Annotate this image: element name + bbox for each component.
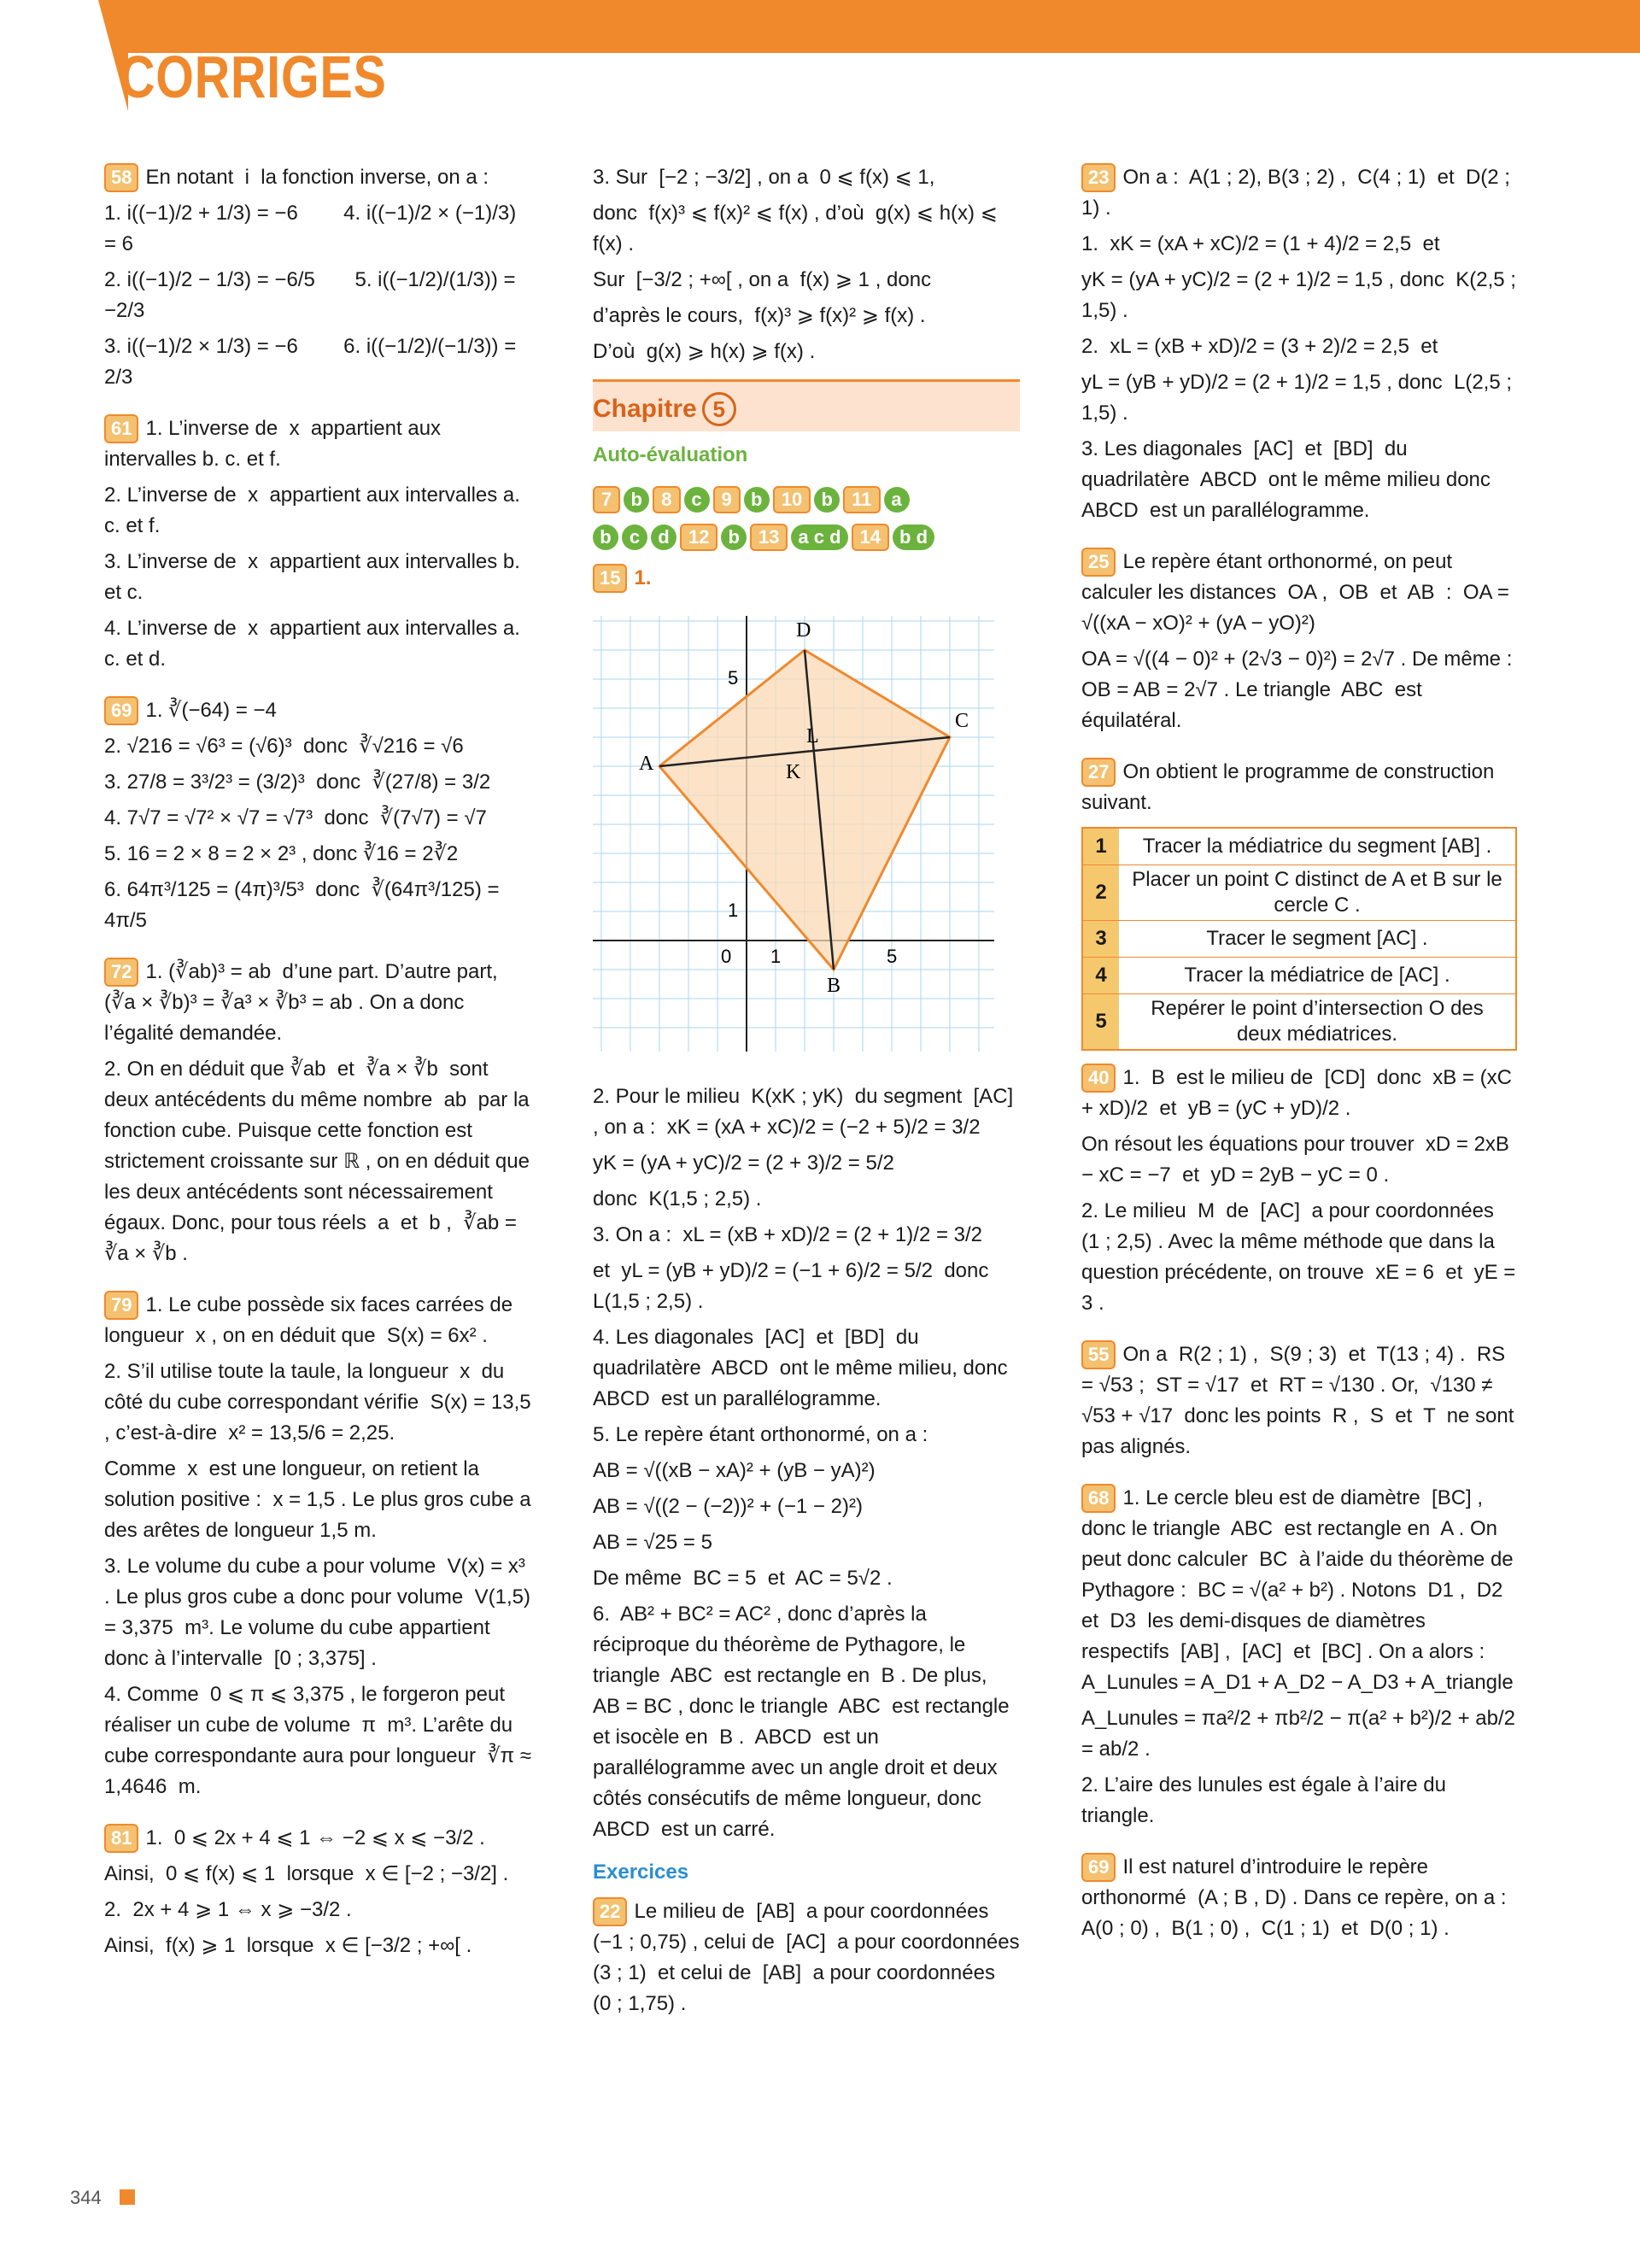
answer-text: 2. L’aire des lunules est égale à l’aire du triangle. bbox=[1081, 1773, 1452, 1827]
answer-line bbox=[593, 1184, 1020, 1215]
geometry-diagram bbox=[593, 599, 994, 1060]
answer-line bbox=[593, 337, 1020, 367]
answer-text: d’après le cours, f(x)³ ⩾ f(x)² ⩾ f(x) . bbox=[593, 304, 926, 327]
answer-text: 4. Les diagonales [AC] et [BD] du quadrilatère ABCD ont le même milieu, donc ABCD est un parallélogramme. bbox=[593, 1326, 1018, 1410]
answer-text: 2. xL = (xB + xD)/2 = (3 + 2)/2 = 2,5 et bbox=[1081, 335, 1438, 358]
column-3 bbox=[1081, 162, 1527, 1949]
section-title: Auto-évaluation bbox=[593, 443, 748, 466]
answer-text: 3. Les diagonales [AC] et [BD] du quadrilatère ABCD ont le même milieu donc ABCD est un parallélogramme. bbox=[1081, 437, 1501, 522]
answer-line bbox=[104, 547, 531, 608]
point-label-l: L bbox=[806, 725, 819, 747]
coordinate-figure bbox=[593, 599, 1020, 1070]
exercise-40 bbox=[1081, 1063, 1517, 1124]
answer-text: et yL = (yB + yD)/2 = (−1 + 6)/2 = 5/2 donc L(1,5 ; 2,5) . bbox=[593, 1259, 1000, 1313]
spacer bbox=[1081, 1324, 1517, 1339]
spacer bbox=[1081, 531, 1517, 547]
page-number: 344 bbox=[70, 2187, 102, 2208]
answer-text: 4. L’inverse de x appartient aux intervalles a. c. et d. bbox=[104, 617, 526, 671]
exercise-69 bbox=[1081, 1852, 1517, 1944]
auto-answer: b bbox=[593, 525, 618, 550]
answer-line bbox=[1081, 229, 1517, 260]
answer-line bbox=[1081, 644, 1524, 736]
answer-text: Le repère étant orthonormé, on peut calculer les distances OA , OB et AB : OA = √((xA − xO)² + (yA − yO)²) bbox=[1081, 550, 1515, 635]
answer-text: 2. L’inverse de x appartient aux intervalles a. c. et f. bbox=[104, 483, 526, 537]
answer-text: 1. 0 ⩽ 2x + 4 ⩽ 1 ⇔ −2 ⩽ x ⩽ −3/2 . bbox=[145, 1826, 485, 1849]
answer-line bbox=[1081, 265, 1522, 326]
answer-line bbox=[593, 1420, 1020, 1450]
step-text: Tracer la médiatrice du segment [AB] . bbox=[1142, 835, 1492, 858]
spacer bbox=[104, 680, 531, 695]
answer-text: AB = √((2 − (−2))² + (−1 − 2)²) bbox=[593, 1495, 863, 1518]
chapter-number: 5 bbox=[702, 392, 736, 426]
page-title: CORRIGÉS bbox=[120, 44, 387, 110]
answer-line bbox=[104, 198, 531, 260]
answer-text: 3. 27/8 = 3³/2³ = (3/2)³ donc ∛(27/8) = 3/2 bbox=[104, 771, 491, 794]
step-number: 1 bbox=[1083, 829, 1119, 864]
answer-line bbox=[593, 1456, 1020, 1486]
answer-text: Ainsi, f(x) ⩾ 1 lorsque x ∈ [−3/2 ; +∞[ . bbox=[104, 1934, 472, 1957]
answer-line bbox=[104, 480, 531, 542]
answer-text: 3. Sur [−2 ; −3/2] , on a 0 ⩽ f(x) ⩽ 1, bbox=[593, 166, 935, 189]
answer-text: Il est naturel d’introduire le repère orthonormé (A ; B , D) . Dans ce repère, on a : A(0 ; 0) , B(1 ; 0) , C(1 ; 1) et D(0 ; 1) . bbox=[1081, 1855, 1517, 1940]
answer-text: A_Lunules = πa²/2 + πb²/2 − π(a² + b²)/2 + ab/2 = ab/2 . bbox=[1081, 1707, 1527, 1761]
step-text: Tracer la médiatrice de [AC] . bbox=[1184, 964, 1450, 987]
answer-text: On a : A(1 ; 2), B(3 ; 2) , C(4 ; 1) et D(2 ; 1) . bbox=[1081, 166, 1516, 220]
auto-answer: a c d bbox=[791, 525, 847, 550]
answer-text: 2. √216 = √6³ = (√6)³ donc ∛√216 = √6 bbox=[104, 735, 464, 758]
answer-text: 2. On en déduit que ∛ab et ∛a × ∛b sont deux antécédents du même nombre ab par la fonction cube. Puisque cette fonction est strictement croissante sur ℝ , on en déduit que les deux antécédents sont nécessairement égaux. Donc, pour tous réels a et b , ∛ab = ∛a × ∛b . bbox=[104, 1058, 536, 1265]
answer-line bbox=[1081, 331, 1517, 362]
footer-square bbox=[120, 2189, 135, 2205]
exercise-badge: 23 bbox=[1081, 163, 1116, 192]
exercise-badge: 22 bbox=[593, 1897, 627, 1926]
answer-text: 2. S’il utilise toute la taule, la longueur x du côté du cube correspondant vérifie S(x) = 13,5 , c’est-à-dire x² = 13,5/6 = 2,25. bbox=[104, 1360, 537, 1445]
answer-text: donc K(1,5 ; 2,5) . bbox=[593, 1187, 762, 1210]
answer-text: On a R(2 ; 1) , S(9 ; 3) et T(13 ; 4) . RS = √53 ; ST = √17 et RT = √130 . Or, √130 ≠ √53 + √17 donc les points R , S et T ne sont pas alignés. bbox=[1081, 1343, 1520, 1458]
auto-answer: b d bbox=[893, 525, 934, 550]
auto-question-number: 8 bbox=[653, 486, 680, 513]
spacer bbox=[104, 941, 531, 957]
spacer bbox=[104, 398, 531, 413]
answer-text: 3. On a : xL = (xB + xD)/2 = (2 + 1)/2 = 3/2 bbox=[593, 1223, 982, 1246]
exercise-23 bbox=[1081, 162, 1517, 224]
quadrilateral-abcd bbox=[659, 650, 950, 970]
answer-line bbox=[104, 803, 531, 834]
answer-text: 2. Le milieu M de [AC] a pour coordonnées (1 ; 2,5) . Avec la même méthode que dans la question précédente, on trouve xE = 6 et yE = 3 . bbox=[1081, 1199, 1521, 1315]
answer-line bbox=[104, 839, 531, 870]
exercise-badge: 15 bbox=[593, 564, 627, 593]
exercise-badge: 69 bbox=[104, 696, 138, 725]
auto-question-number: 13 bbox=[750, 524, 788, 551]
auto-question-number: 11 bbox=[843, 486, 880, 513]
answer-text: 1. Le cercle bleu est de diamètre [BC] , donc le triangle ABC est rectangle en A . On peut donc calculer BC à l’aide du théorème de Pythagore : BC = √(a² + b²) . Notons D1 , D2 et D3 les demi-disques de diamètres respectifs [AB] , [AC] et [BC] . On a alors : A_Lunules = A_D1 + A_D2 − A_D3 + A_triangle bbox=[1081, 1486, 1520, 1694]
answer-text: 3. L’inverse de x appartient aux intervalles b. et c. bbox=[104, 550, 526, 604]
answer-line bbox=[593, 1220, 1020, 1251]
answer-text: 1. ∛(−64) = −4 bbox=[145, 699, 277, 722]
answer-line bbox=[593, 301, 1020, 331]
spacer bbox=[1081, 1837, 1517, 1852]
step-row bbox=[1083, 921, 1515, 958]
answer-text: 1. (∛ab)³ = ab d’une part. D’autre part, (∛a × ∛b)³ = ∛a³ × ∛b³ = ab . On a donc l’égalité demandée. bbox=[104, 960, 504, 1045]
step-number: 3 bbox=[1083, 921, 1119, 957]
column-1 bbox=[104, 162, 537, 1966]
exercise-badge: 25 bbox=[1081, 548, 1116, 577]
exercise-81 bbox=[104, 1823, 531, 1854]
auto-question-number: 12 bbox=[680, 524, 718, 551]
answer-text: 5. 16 = 2 × 8 = 2 × 2³ , donc ∛16 = 2∛2 bbox=[104, 842, 459, 865]
question-15 bbox=[593, 563, 1020, 594]
spacer bbox=[104, 1275, 531, 1290]
exercises-title: Exercices bbox=[593, 1861, 689, 1884]
auto-answer: c bbox=[622, 525, 647, 550]
answer-line bbox=[1081, 1129, 1517, 1191]
answer-line bbox=[593, 1148, 1020, 1179]
answer-line bbox=[1081, 367, 1517, 429]
answer-line bbox=[104, 1859, 531, 1890]
point-label-k: K bbox=[786, 761, 801, 783]
answer-text: 5. Le repère étant orthonormé, on a : bbox=[593, 1423, 928, 1446]
answer-text: 1. xK = (xA + xC)/2 = (1 + 4)/2 = 2,5 et bbox=[1081, 232, 1440, 255]
answer-line bbox=[104, 1454, 537, 1546]
answer-line bbox=[593, 1322, 1020, 1415]
tick-x-1: 1 bbox=[770, 946, 782, 967]
answer-text: Ainsi, 0 ⩽ f(x) ⩽ 1 lorsque x ∈ [−2 ; −3/2] . bbox=[104, 1862, 509, 1885]
auto-answer: b bbox=[814, 487, 840, 513]
answer-text: 3. i((−1)/2 × 1/3) = −6 6. i((−1/2)/(−1/3)) = 2/3 bbox=[104, 335, 522, 389]
answer-line bbox=[593, 1563, 1020, 1594]
answer-line bbox=[593, 1491, 1020, 1522]
answer-line bbox=[593, 1527, 1020, 1558]
spacer bbox=[1081, 1468, 1517, 1483]
answer-text: 1. L’inverse de x appartient aux intervalles b. c. et f. bbox=[104, 417, 447, 471]
tick-y-1: 1 bbox=[728, 900, 739, 921]
answer-text: OA = √((4 − 0)² + (2√3 − 0)²) = 2√7 . De même : OB = AB = 2√7 . Le triangle ABC est équilatéral. bbox=[1081, 648, 1524, 732]
answer-text: yK = (yA + yC)/2 = (2 + 1)/2 = 1,5 , donc K(2,5 ; 1,5) . bbox=[1081, 268, 1522, 322]
answer-text: AB = √((xB − xA)² + (yB − yA)²) bbox=[593, 1459, 876, 1482]
answer-line bbox=[1081, 1196, 1521, 1319]
answer-line bbox=[593, 265, 1020, 296]
exercise-badge: 27 bbox=[1081, 758, 1116, 787]
exercise-badge: 72 bbox=[104, 958, 138, 987]
answer-text: Le milieu de [AB] a pour coordonnées (−1 ; 0,75) , celui de [AC] a pour coordonnées (3 ; 1) et celui de [AB] a pour coordonnées (0 ; 1,75) . bbox=[593, 1900, 1031, 2015]
auto-answer: a bbox=[884, 487, 910, 513]
chapter-label: Chapitre bbox=[593, 395, 697, 423]
step-number: 2 bbox=[1083, 865, 1119, 920]
answer-text: 2. Pour le milieu K(xK ; yK) du segment [AC] , on a : xK = (xA + xC)/2 = (−2 + 5)/2 = 3/2 bbox=[593, 1085, 1019, 1139]
point-label-a: A bbox=[639, 753, 654, 775]
answer-text: 2. i((−1)/2 − 1/3) = −6/5 5. i((−1/2)/(1/3)) = −2/3 bbox=[104, 268, 522, 322]
answer-line bbox=[1081, 1703, 1527, 1765]
answer-text: D’où g(x) ⩾ h(x) ⩾ f(x) . bbox=[593, 340, 816, 363]
exercise-badge: 58 bbox=[104, 163, 138, 192]
answer-line bbox=[104, 1679, 537, 1802]
exercise-61 bbox=[104, 413, 531, 475]
answer-text: AB = √25 = 5 bbox=[593, 1531, 712, 1554]
exercise-badge: 79 bbox=[104, 1291, 138, 1320]
answer-text: 1. i((−1)/2 + 1/3) = −6 4. i((−1)/2 × (−1)/3) = 6 bbox=[104, 202, 522, 255]
answer-text: De même BC = 5 et AC = 5√2 . bbox=[593, 1567, 893, 1590]
answer-line bbox=[1081, 434, 1517, 526]
auto-question-number: 10 bbox=[773, 486, 811, 513]
step-text: Repérer le point d’intersection O des deux médiatrices. bbox=[1151, 997, 1484, 1046]
tick-y-5: 5 bbox=[728, 667, 739, 689]
answer-line bbox=[104, 1931, 531, 1961]
answer-line bbox=[593, 198, 1020, 260]
answer-line bbox=[104, 265, 531, 326]
answer-text: On obtient le programme de construction suivant. bbox=[1081, 760, 1501, 814]
auto-question-number: 7 bbox=[593, 486, 620, 513]
chapter-heading bbox=[593, 379, 1020, 431]
answer-line bbox=[593, 1081, 1020, 1143]
answer-text: 2. 2x + 4 ⩾ 1 ⇔ x ⩾ −3/2 . bbox=[104, 1898, 352, 1921]
construction-steps-table bbox=[1081, 827, 1517, 1051]
answer-text: Comme x est une longueur, on retient la solution positive : x = 1,5 . Le plus gros cube a des arêtes de longueur 1,5 m. bbox=[104, 1457, 537, 1542]
auto-answer: b bbox=[744, 487, 770, 513]
column-2 bbox=[593, 162, 1031, 2025]
answer-line bbox=[104, 613, 531, 675]
auto-answer: c bbox=[684, 487, 710, 513]
exercise-badge: 55 bbox=[1081, 1340, 1116, 1369]
tick-origin: 0 bbox=[721, 946, 732, 967]
step-row bbox=[1083, 994, 1515, 1049]
answer-text: 4. Comme 0 ⩽ π ⩽ 3,375 , le forgeron peut réaliser un cube de volume π m³. L’arête du cube correspondante aura pour longueur ∛π ≈ 1,4646 m. bbox=[104, 1683, 537, 1798]
step-number: 4 bbox=[1083, 958, 1119, 993]
answer-text: donc f(x)³ ⩽ f(x)² ⩽ f(x) , d’où g(x) ⩽ h(x) ⩽ f(x) . bbox=[593, 202, 1004, 255]
answer-line bbox=[104, 1551, 536, 1674]
step-row bbox=[1083, 829, 1515, 865]
answer-line bbox=[104, 731, 531, 762]
point-label-c: C bbox=[955, 710, 969, 732]
answer-text: 4. 7√7 = √7² × √7 = √7³ donc ∛(7√7) = √7 bbox=[104, 806, 487, 829]
answer-line bbox=[104, 331, 531, 393]
spacer bbox=[104, 1808, 531, 1823]
answer-line bbox=[104, 1357, 537, 1449]
answer-text: 1. Le cube possède six faces carrées de longueur x , on en déduit que S(x) = 6x² . bbox=[104, 1293, 518, 1347]
answer-text: 3. Le volume du cube a pour volume V(x) = x³ . Le plus gros cube a donc pour volume V(1,5) = 3,375 m³. Le volume du cube appartient donc à l’intervalle [0 ; 3,375] . bbox=[104, 1555, 536, 1670]
answer-line bbox=[104, 767, 531, 798]
answer-line bbox=[593, 162, 1020, 193]
answer-text: En notant i la fonction inverse, on a : bbox=[145, 166, 489, 189]
answer-text: 1. B est le milieu de [CD] donc xB = (xC + xD)/2 et yB = (yC + yD)/2 . bbox=[1081, 1066, 1518, 1120]
step-number: 5 bbox=[1083, 994, 1119, 1049]
step-text: Tracer le segment [AC] . bbox=[1206, 927, 1428, 950]
auto-eval-row-2 bbox=[593, 520, 1020, 554]
answer-text: Sur [−3/2 ; +∞[ , on a f(x) ⩾ 1 , donc bbox=[593, 268, 932, 291]
exercise-badge: 61 bbox=[104, 414, 138, 443]
exercise-badge: 81 bbox=[104, 1824, 138, 1853]
exercise-79 bbox=[104, 1290, 531, 1351]
exercise-55 bbox=[1081, 1339, 1520, 1462]
tick-x-5: 5 bbox=[887, 946, 898, 967]
exercise-58 bbox=[104, 162, 531, 193]
answer-line bbox=[104, 875, 531, 936]
answer-text: yL = (yB + yD)/2 = (2 + 1)/2 = 1,5 , donc L(2,5 ; 1,5) . bbox=[1081, 371, 1518, 425]
step-row bbox=[1083, 865, 1515, 921]
exercise-69 bbox=[104, 695, 531, 726]
answer-text: 6. AB² + BC² = AC² , donc d’après la réciproque du théorème de Pythagore, le triangle ABC est rectangle en B . De plus, AB = BC , donc le triangle ABC est rectangle et isocèle en B . ABCD est un parallélogramme avec un angle droit et deux côtés consécutifs de même longueur, donc ABCD est un carré. bbox=[593, 1603, 1016, 1841]
exercise-badge: 40 bbox=[1081, 1064, 1116, 1093]
point-label-d: D bbox=[796, 619, 811, 642]
exercise-27 bbox=[1081, 757, 1517, 818]
auto-question-number: 14 bbox=[852, 524, 889, 551]
auto-answer: b bbox=[721, 525, 746, 550]
answer-text: 6. 64π³/125 = (4π)³/5³ donc ∛(64π³/125) = 4π/5 bbox=[104, 878, 506, 932]
auto-answer: d bbox=[651, 525, 676, 550]
exercise-badge: 69 bbox=[1081, 1853, 1116, 1882]
question-label: 1. bbox=[634, 566, 652, 589]
exercise-22 bbox=[593, 1896, 1031, 2019]
answer-line bbox=[104, 1895, 531, 1925]
answer-text: On résout les équations pour trouver xD = 2xB − xC = −7 et yD = 2yB − yC = 0 . bbox=[1081, 1133, 1515, 1187]
exercise-badge: 68 bbox=[1081, 1484, 1116, 1513]
auto-eval-row-1 bbox=[593, 483, 1020, 517]
auto-question-number: 9 bbox=[713, 486, 741, 513]
step-text: Placer un point C distinct de A et B sur le cercle C . bbox=[1132, 868, 1502, 917]
step-row bbox=[1083, 958, 1515, 994]
auto-answer: b bbox=[624, 487, 649, 513]
exercise-72 bbox=[104, 957, 531, 1049]
point-label-b: B bbox=[827, 975, 841, 997]
answer-line bbox=[593, 1256, 1020, 1317]
answer-line bbox=[593, 1599, 1020, 1845]
exercise-68 bbox=[1081, 1483, 1520, 1698]
exercise-25 bbox=[1081, 547, 1517, 639]
answer-line bbox=[1081, 1770, 1517, 1831]
answer-line bbox=[104, 1054, 536, 1269]
spacer bbox=[1081, 741, 1517, 757]
answer-text: yK = (yA + yC)/2 = (2 + 3)/2 = 5/2 bbox=[593, 1152, 894, 1175]
